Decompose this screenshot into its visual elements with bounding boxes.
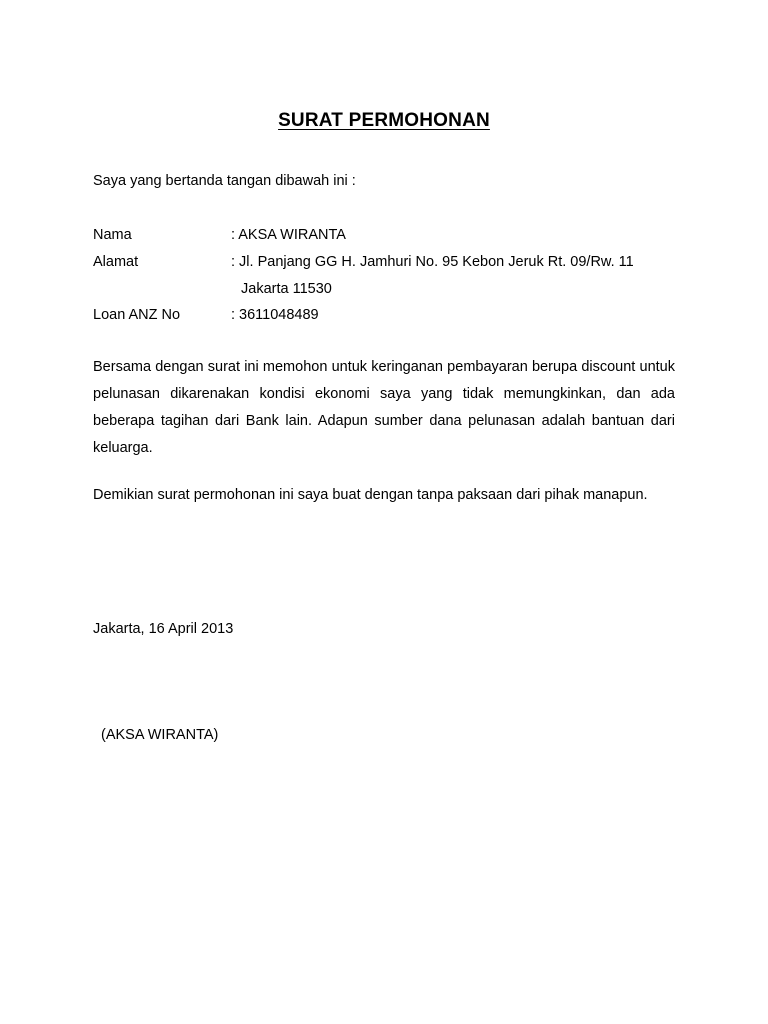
loan-label: Loan ANZ No [93,307,181,323]
address-label: Alamat [93,254,139,270]
place-date: Jakarta, 16 April 2013 [93,621,234,637]
intro-text: Saya yang bertanda tangan dibawah ini : [93,173,356,189]
address-line-1: : Jl. Panjang GG H. Jamhuri No. 95 Kebon Jeruk Rt. 09/Rw. 11 [231,254,634,270]
letter-title: SURAT PERMOHONAN [278,110,490,131]
request-paragraph: Bersama dengan surat ini memohon untuk keringanan pembayaran berupa discount untuk pelunasan dikarenakan kondisi ekonomi saya yang tidak memungkinkan, dan ada beberapa tagihan dari Bank lain. Adapun sumber dana pelunasan adalah bantuan dari keluarga. [93,359,675,456]
signatory-name: (AKSA WIRANTA) [101,727,219,743]
name-label: Nama [93,227,132,243]
address-line-2: Jakarta 11530 [241,281,332,297]
loan-value: : 3611048489 [231,307,319,323]
name-value: : AKSA WIRANTA [231,227,346,243]
closing-paragraph: Demikian surat permohonan ini saya buat dengan tanpa paksaan dari pihak manapun. [93,487,648,503]
